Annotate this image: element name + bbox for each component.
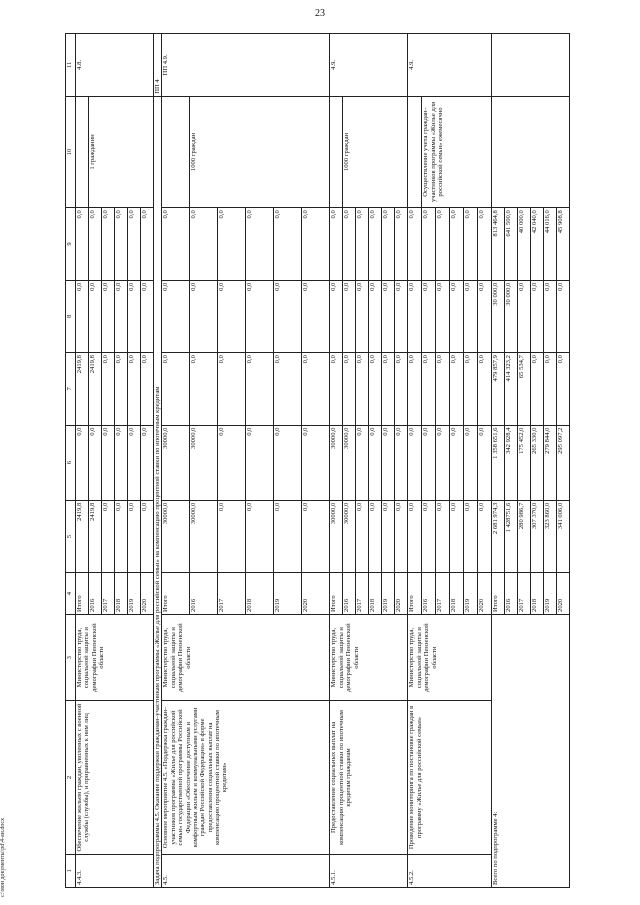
year-cell: 2020: [395, 573, 408, 615]
year-cell: 2018: [369, 573, 382, 615]
year-cell: 2017: [218, 573, 246, 615]
amount-cell: 0,0: [422, 425, 436, 500]
amount-cell: 175 452,0: [518, 425, 531, 500]
amount-cell: 0,0: [422, 353, 436, 425]
amount-cell: 30000,0: [190, 425, 218, 500]
year-cell: 2020: [141, 573, 154, 615]
amount-cell: 0,0: [382, 425, 395, 500]
column-header: 5: [66, 500, 76, 572]
amount-cell: 0,0: [274, 425, 302, 500]
task-text: Задача подпрограммы 4.5. Оказание поддержки гражданам–участникам программы «Жилье для российской семьи» на компенсацию процентной ставки по ипотечным кредитам: [154, 96, 162, 887]
amount-cell: 0,0: [544, 280, 557, 352]
activity-name: Предоставление социальных выплат на компенсацию процентной ставки по ипотечным кредитам гражданам: [330, 701, 408, 854]
amount-cell: 0,0: [302, 425, 330, 500]
reference-cell: ПП 4.9.: [162, 34, 330, 97]
amount-cell: 30000,0: [330, 425, 343, 500]
amount-cell: 0,0: [218, 208, 246, 280]
amount-cell: 0,0: [302, 208, 330, 280]
amount-cell: 0,0: [89, 280, 102, 352]
amount-cell: 0,0: [190, 353, 218, 425]
column-header: 2: [66, 701, 76, 854]
year-cell: 2017: [518, 573, 531, 615]
amount-cell: 0,0: [464, 500, 478, 572]
rotated-table-container: [65, 33, 620, 888]
amount-cell: 0,0: [395, 208, 408, 280]
year-cell: Итого: [76, 573, 89, 615]
amount-cell: 0,0: [302, 500, 330, 572]
amount-cell: 0,0: [102, 280, 115, 352]
amount-cell: 0,0: [436, 500, 450, 572]
executor: Министерство труда, социальной защиты и демографии Пензенской области: [330, 614, 408, 700]
amount-cell: 0,0: [395, 425, 408, 500]
amount-cell: 0,0: [478, 280, 492, 352]
amount-cell: 2 681 974,3: [492, 500, 505, 572]
amount-cell: 40 000,0: [518, 208, 531, 280]
amount-cell: 0,0: [422, 500, 436, 572]
amount-cell: 0,0: [478, 353, 492, 425]
amount-cell: 307 370,0: [531, 500, 544, 572]
year-cell: 2016: [89, 573, 102, 615]
amount-cell: 0,0: [436, 425, 450, 500]
amount-cell: 0,0: [369, 353, 382, 425]
indicator-cell: 1000 граждан: [190, 96, 330, 207]
amount-cell: 342 928,4: [505, 425, 518, 500]
indicator-cell: [330, 96, 343, 207]
amount-cell: 0,0: [128, 353, 141, 425]
amount-cell: 0,0: [557, 353, 570, 425]
year-cell: 2018: [450, 573, 464, 615]
amount-cell: 0,0: [141, 500, 154, 572]
table-row: [162, 34, 190, 888]
amount-cell: 0,0: [274, 208, 302, 280]
amount-cell: 0,0: [343, 208, 356, 280]
amount-cell: 0,0: [422, 208, 436, 280]
year-cell: 2020: [302, 573, 330, 615]
amount-cell: 0,0: [395, 280, 408, 352]
amount-cell: 0,0: [464, 280, 478, 352]
amount-cell: 0,0: [436, 280, 450, 352]
amount-cell: 0,0: [369, 500, 382, 572]
amount-cell: 0,0: [395, 500, 408, 572]
amount-cell: 30000,0: [162, 500, 190, 572]
amount-cell: 0,0: [246, 425, 274, 500]
total-label: Всего по подпрограмме 4:: [492, 614, 570, 887]
indicator-cell: 1000 граждан: [343, 96, 408, 207]
year-cell: 2017: [436, 573, 450, 615]
amount-cell: 0,0: [115, 208, 128, 280]
amount-cell: 0,0: [436, 353, 450, 425]
amount-cell: 0,0: [141, 208, 154, 280]
footer-path: c:\мои документы\pd\4-ан.docx: [0, 817, 6, 897]
amount-cell: 265 330,0: [531, 425, 544, 500]
amount-cell: 0,0: [115, 280, 128, 352]
column-header: 10: [66, 96, 76, 207]
amount-cell: 0,0: [102, 208, 115, 280]
year-cell: Итого: [408, 573, 422, 615]
amount-cell: 0,0: [450, 500, 464, 572]
amount-cell: 0,0: [274, 500, 302, 572]
amount-cell: 323 860,0: [544, 500, 557, 572]
amount-cell: 0,0: [343, 280, 356, 352]
amount-cell: 0,0: [395, 353, 408, 425]
column-header: 3: [66, 614, 76, 700]
reference-cell: 4.8.: [76, 34, 154, 97]
task-ref: ПП 4: [154, 34, 162, 97]
amount-cell: 0,0: [128, 280, 141, 352]
year-cell: 2016: [343, 573, 356, 615]
activity-name: Обеспечение жильем граждан, уволенных с военной службы (службы), и приравненных к ним лиц: [76, 701, 154, 854]
year-cell: 2016: [505, 573, 518, 615]
row-number: 4.5.: [162, 854, 330, 887]
amount-cell: 0,0: [218, 280, 246, 352]
amount-cell: 0,0: [356, 353, 369, 425]
amount-cell: 0,0: [450, 208, 464, 280]
amount-cell: 0,0: [115, 425, 128, 500]
indicator-cell: [408, 96, 422, 207]
amount-cell: 0,0: [436, 208, 450, 280]
header-row: [66, 34, 76, 888]
amount-cell: 0,0: [408, 280, 422, 352]
amount-cell: 0,0: [450, 280, 464, 352]
amount-cell: 0,0: [382, 280, 395, 352]
amount-cell: 0,0: [557, 280, 570, 352]
amount-cell: 0,0: [544, 353, 557, 425]
total-row: [492, 34, 505, 888]
table-row: [330, 34, 343, 888]
amount-cell: 30000,0: [343, 500, 356, 572]
amount-cell: 45 908,8: [557, 208, 570, 280]
amount-cell: 0,0: [356, 500, 369, 572]
row-number: 4.4.3.: [76, 854, 154, 887]
amount-cell: 0,0: [408, 425, 422, 500]
reference-cell: 4.9.: [330, 34, 408, 97]
year-cell: 2017: [356, 573, 369, 615]
year-cell: 2020: [557, 573, 570, 615]
amount-cell: 295 097,2: [557, 425, 570, 500]
amount-cell: 0,0: [246, 280, 274, 352]
amount-cell: 0,0: [408, 208, 422, 280]
amount-cell: 44 016,0: [544, 208, 557, 280]
year-cell: 2019: [464, 573, 478, 615]
amount-cell: 0,0: [102, 425, 115, 500]
program-table: [65, 33, 570, 888]
amount-cell: 0,0: [128, 208, 141, 280]
year-cell: 2019: [382, 573, 395, 615]
amount-cell: 0,0: [382, 500, 395, 572]
amount-cell: 0,0: [76, 208, 89, 280]
amount-cell: 0,0: [141, 425, 154, 500]
amount-cell: 0,0: [102, 353, 115, 425]
table-row: [76, 34, 89, 888]
indicator-cell: 1 гражданин: [89, 96, 154, 207]
amount-cell: 65 534,7: [518, 353, 531, 425]
amount-cell: 641 500,0: [505, 208, 518, 280]
amount-cell: 813 464,8: [492, 208, 505, 280]
amount-cell: 0,0: [330, 353, 343, 425]
amount-cell: 0,0: [218, 353, 246, 425]
amount-cell: 414 323,2: [505, 353, 518, 425]
amount-cell: 0,0: [115, 353, 128, 425]
amount-cell: 0,0: [531, 280, 544, 352]
amount-cell: 479 857,9: [492, 353, 505, 425]
amount-cell: 0,0: [246, 353, 274, 425]
amount-cell: 2419,8: [76, 500, 89, 572]
amount-cell: 30000,0: [330, 500, 343, 572]
year-cell: 2017: [102, 573, 115, 615]
amount-cell: 0,0: [464, 208, 478, 280]
year-cell: 2019: [274, 573, 302, 615]
amount-cell: 0,0: [128, 425, 141, 500]
amount-cell: 0,0: [464, 353, 478, 425]
reference-cell: 4.9.: [408, 34, 492, 97]
executor: Министерство труда, социальной защиты и демографии Пензенской области: [76, 614, 154, 700]
amount-cell: 0,0: [141, 280, 154, 352]
amount-cell: 0,0: [246, 500, 274, 572]
activity-name: Проведение мониторинга по постановке граждан в программу «Жилье для российской семьи»: [408, 701, 492, 854]
amount-cell: 0,0: [450, 425, 464, 500]
amount-cell: 0,0: [115, 500, 128, 572]
column-header: 4: [66, 573, 76, 615]
indicator-cell: [492, 96, 570, 207]
amount-cell: 0,0: [302, 280, 330, 352]
amount-cell: 0,0: [162, 353, 190, 425]
amount-cell: 2419,8: [89, 500, 102, 572]
amount-cell: 0,0: [128, 500, 141, 572]
column-header: 11: [66, 34, 76, 97]
column-header: 8: [66, 280, 76, 352]
amount-cell: 0,0: [162, 280, 190, 352]
executor: Министерство труда, социальной защиты и демографии Пензенской области: [408, 614, 492, 700]
amount-cell: 0,0: [302, 353, 330, 425]
amount-cell: 30000,0: [162, 425, 190, 500]
page-number: 23: [315, 8, 325, 19]
year-cell: Итого: [492, 573, 505, 615]
table-row: [408, 34, 422, 888]
amount-cell: 30 000,0: [505, 280, 518, 352]
year-cell: Итого: [330, 573, 343, 615]
year-cell: 2019: [128, 573, 141, 615]
amount-cell: 341 006,0: [557, 500, 570, 572]
column-header: 9: [66, 208, 76, 280]
amount-cell: 0,0: [162, 208, 190, 280]
column-header: 7: [66, 353, 76, 425]
column-header: 6: [66, 425, 76, 500]
year-cell: Итого: [162, 573, 190, 615]
year-cell: 2018: [531, 573, 544, 615]
amount-cell: 0,0: [76, 280, 89, 352]
amount-cell: 0,0: [356, 425, 369, 500]
amount-cell: 0,0: [76, 425, 89, 500]
amount-cell: 0,0: [246, 208, 274, 280]
indicator-cell: [76, 96, 89, 207]
amount-cell: 0,0: [478, 425, 492, 500]
year-cell: 2016: [190, 573, 218, 615]
amount-cell: 0,0: [343, 353, 356, 425]
year-cell: 2018: [246, 573, 274, 615]
amount-cell: 0,0: [464, 425, 478, 500]
amount-cell: 0,0: [330, 280, 343, 352]
amount-cell: 0,0: [218, 425, 246, 500]
amount-cell: 0,0: [89, 208, 102, 280]
activity-name: Основное мероприятие 4.5. «Поддержка граждан–участников программы «Жилье для российской семьи» государственной программы Российской Федерации «Обеспечение доступным и комфортным жильем и коммунальными услугами граждан Российской Федерации» в форме предоставления социальных выплат на компенсацию процентной ставки по ипотечным кредитам»: [162, 701, 330, 854]
amount-cell: 2419,8: [76, 353, 89, 425]
amount-cell: 1 358 651,6: [492, 425, 505, 500]
amount-cell: 0,0: [330, 208, 343, 280]
amount-cell: 42 040,0: [531, 208, 544, 280]
year-cell: 2018: [115, 573, 128, 615]
amount-cell: 0,0: [356, 208, 369, 280]
column-header: 1: [66, 854, 76, 887]
amount-cell: 0,0: [218, 500, 246, 572]
amount-cell: 0,0: [190, 280, 218, 352]
amount-cell: 0,0: [356, 280, 369, 352]
amount-cell: 0,0: [369, 425, 382, 500]
amount-cell: 0,0: [369, 208, 382, 280]
amount-cell: 0,0: [408, 353, 422, 425]
year-cell: 2019: [544, 573, 557, 615]
amount-cell: 279 844,0: [544, 425, 557, 500]
amount-cell: 0,0: [382, 353, 395, 425]
amount-cell: 280 986,7: [518, 500, 531, 572]
amount-cell: 0,0: [518, 280, 531, 352]
amount-cell: 0,0: [190, 208, 218, 280]
year-cell: 2020: [478, 573, 492, 615]
amount-cell: 30000,0: [343, 425, 356, 500]
amount-cell: 0,0: [478, 208, 492, 280]
task-row: [154, 34, 162, 888]
amount-cell: 0,0: [450, 353, 464, 425]
amount-cell: 0,0: [274, 353, 302, 425]
executor: Министерство труда, социальной защиты и демографии Пензенской области: [162, 614, 330, 700]
amount-cell: 0,0: [382, 208, 395, 280]
indicator-cell: [162, 96, 190, 207]
amount-cell: 0,0: [478, 500, 492, 572]
row-number: 4.5.1.: [330, 854, 408, 887]
reference-cell: [492, 34, 570, 97]
amount-cell: 0,0: [274, 280, 302, 352]
amount-cell: 0,0: [369, 280, 382, 352]
amount-cell: 30000,0: [190, 500, 218, 572]
amount-cell: 0,0: [89, 425, 102, 500]
indicator-cell: Осуществление учета граждан–участников программы «Жилье для российской семьи» ежемесячно: [422, 96, 492, 207]
amount-cell: 1 428751,6: [505, 500, 518, 572]
row-number: 4.5.2.: [408, 854, 492, 887]
amount-cell: 0,0: [102, 500, 115, 572]
amount-cell: 30 000,0: [492, 280, 505, 352]
amount-cell: 0,0: [422, 280, 436, 352]
amount-cell: 0,0: [141, 353, 154, 425]
amount-cell: 2419,8: [89, 353, 102, 425]
year-cell: 2016: [422, 573, 436, 615]
amount-cell: 0,0: [531, 353, 544, 425]
amount-cell: 0,0: [408, 500, 422, 572]
